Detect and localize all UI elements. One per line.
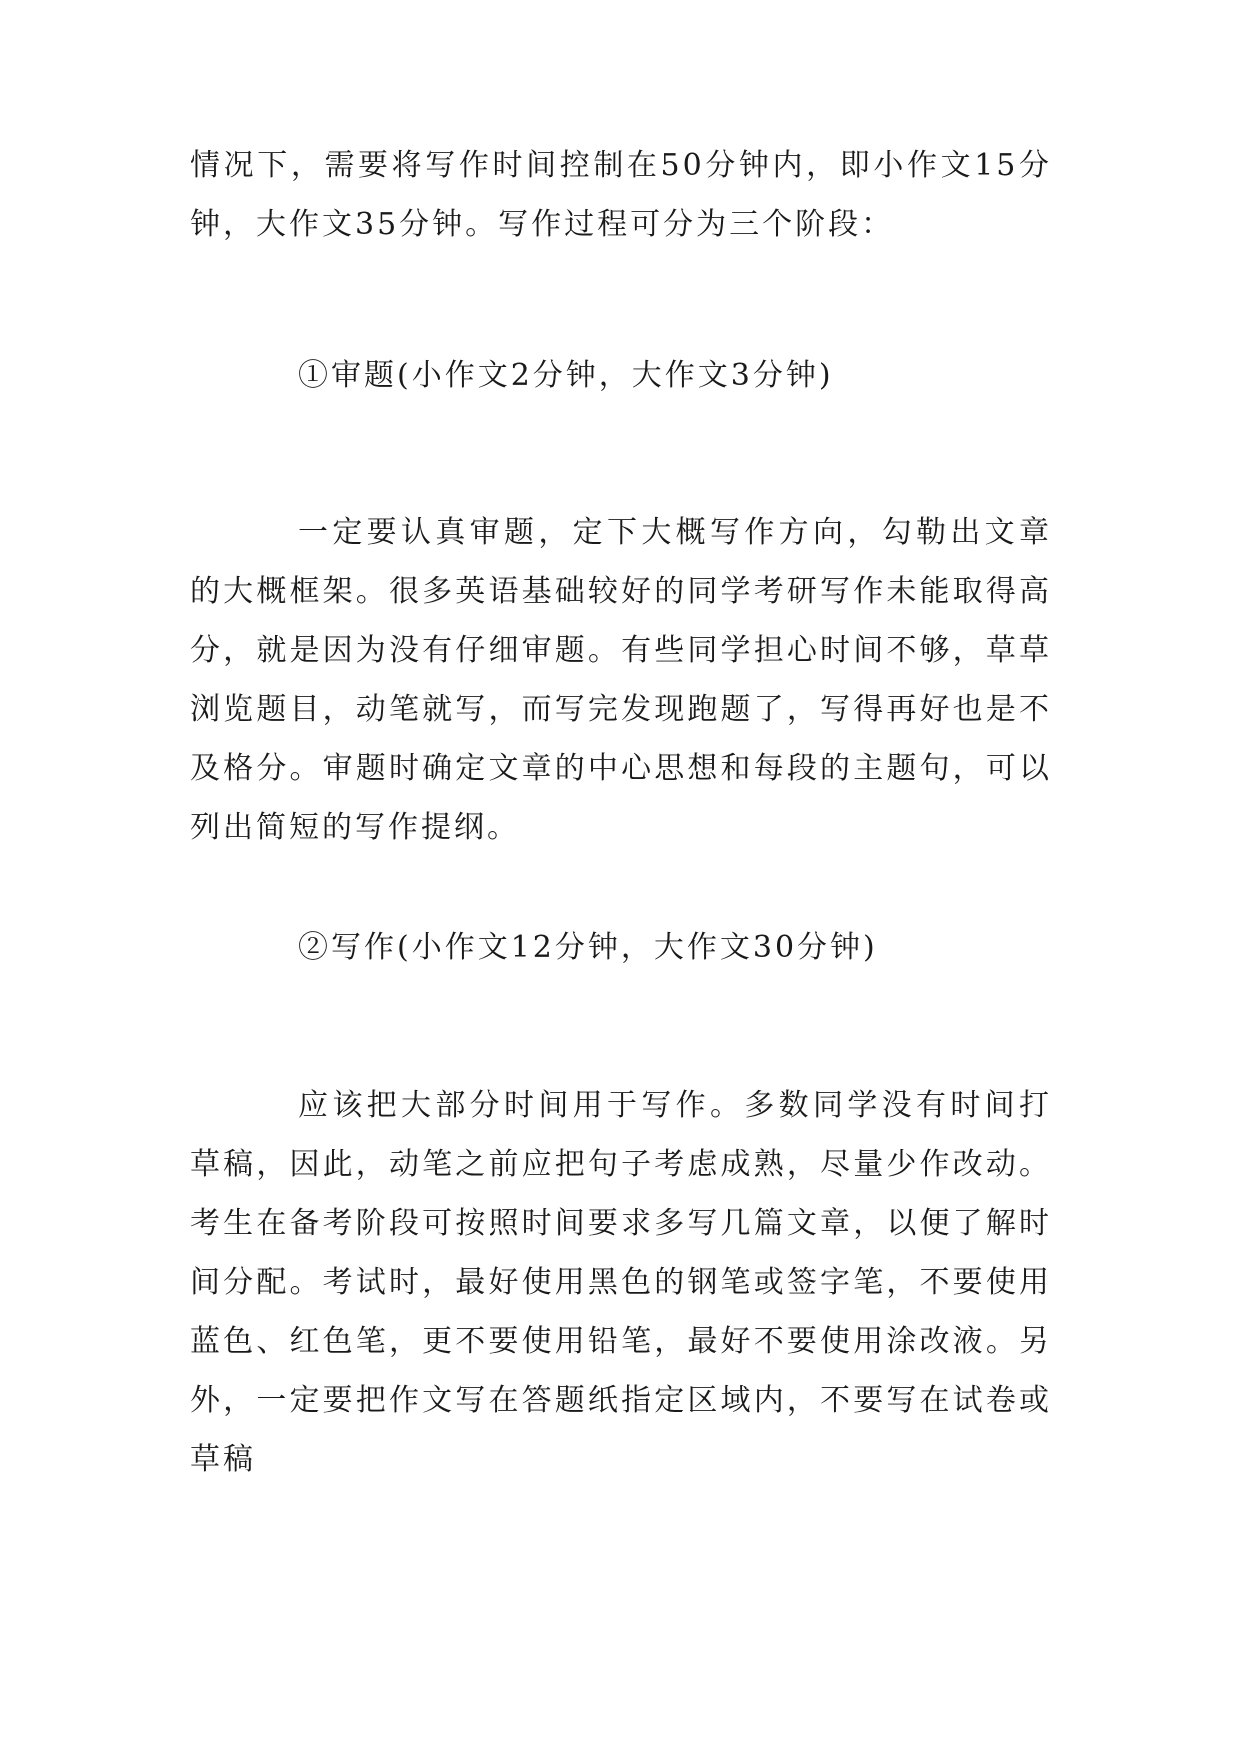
paragraph-review: 一定要认真审题，定下大概写作方向，勾勒出文章的大概框架。很多英语基础较好的同学考研写作未能取得高分，就是因为没有仔细审题。有些同学担心时间不够，草草浏览题目，动笔就写，而写完发现跑题了，写得再好也是不及格分。审题时确定文章的中心思想和每段的主题句，可以列出简短的写作提纲。: [190, 515, 1052, 845]
paragraph-writing: 应该把大部分时间用于写作。多数同学没有时间打草稿，因此，动笔之前应把句子考虑成熟，尽量少作改动。考生在备考阶段可按照时间要求多写几篇文章，以便了解时间分配。考试时，最好使用黑色的钢笔或签字笔，不要使用蓝色、红色笔，更不要使用铅笔，最好不要使用涂改液。另外，一定要把作文写在答题纸指定区域内，不要写在试卷或草稿: [190, 1088, 1052, 1477]
paragraph-continued: 情况下，需要将写作时间控制在50分钟内，即小作文15分钟，大作文35分钟。写作过程可分为三个阶段：: [190, 148, 1052, 242]
section-heading-review: ①审题(小作文2分钟，大作文3分钟): [298, 358, 834, 393]
section-heading-writing: ②写作(小作文12分钟，大作文30分钟): [298, 930, 878, 965]
